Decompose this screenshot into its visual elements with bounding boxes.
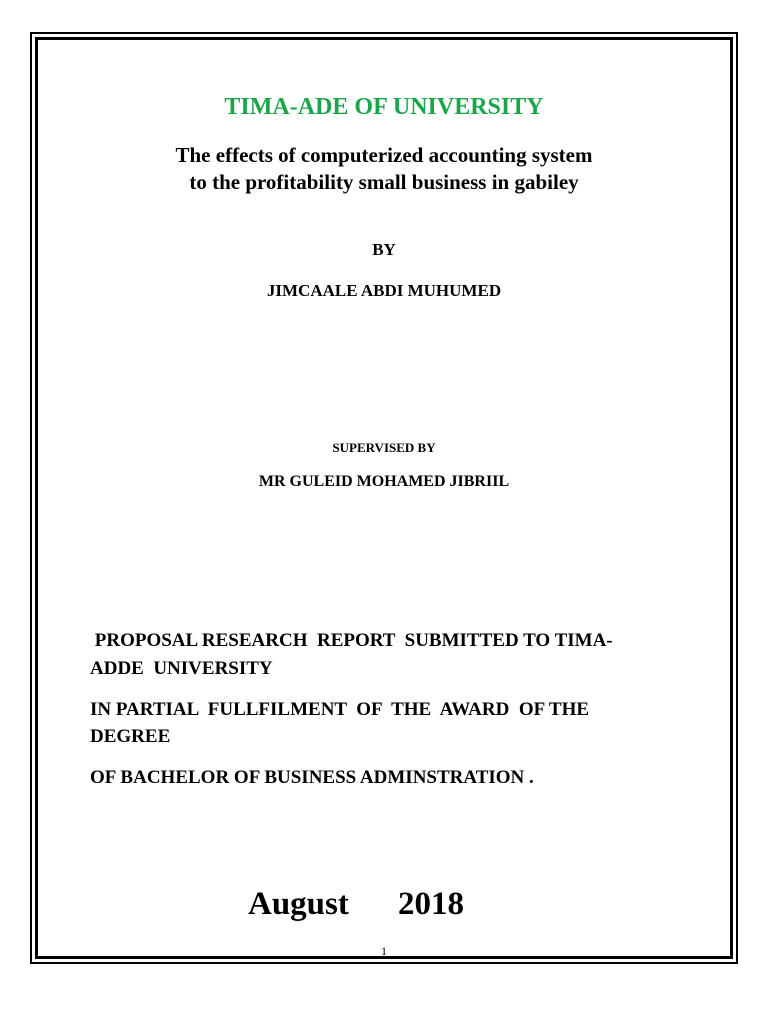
supervised-by-label: SUPERVISED BY: [332, 440, 436, 455]
proposal-statement-line-4: DEGREE: [90, 726, 171, 747]
university-heading: TIMA-ADE OF UNIVERSITY: [224, 94, 544, 120]
submission-year: 2018: [398, 886, 464, 922]
thesis-title-line-2: to the profitability small business in gabiley: [189, 170, 579, 194]
proposal-statement-line-5: OF BACHELOR OF BUSINESS ADMINSTRATION .: [90, 767, 534, 788]
author-name: JIMCAALE ABDI MUHUMED: [266, 281, 502, 300]
supervisor-name: MR GULEID MOHAMED JIBRIIL: [258, 473, 510, 490]
page-number: 1: [381, 944, 387, 958]
submission-month: August: [248, 886, 349, 922]
proposal-statement-line-3: IN PARTIAL FULLFILMENT OF THE AWARD OF THE: [90, 699, 590, 720]
proposal-statement-line-1: PROPOSAL RESEARCH REPORT SUBMITTED TO TIMA-: [90, 630, 613, 651]
thesis-title-line-1: The effects of computerized accounting system: [175, 143, 593, 167]
proposal-statement-line-2: ADDE UNIVERSITY: [90, 658, 273, 679]
by-label: BY: [372, 240, 396, 259]
